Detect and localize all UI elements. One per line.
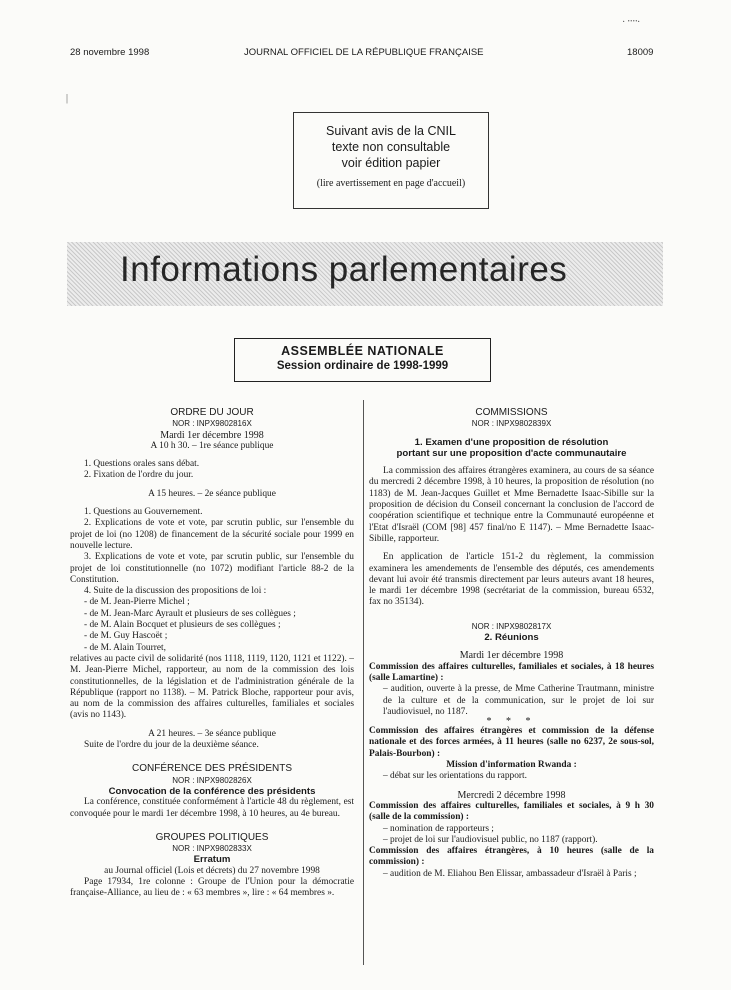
erratum-reference: au Journal officiel (Lois et décrets) du 27 novembre 1998 [104,865,320,876]
examen-title-line-1: 1. Examen d'une proposition de résolution [414,436,609,448]
scan-speck-icon: ·᠁· [622,17,641,28]
proposition-author: - de M. Alain Bocquet et plusieurs de ses collègues ; [84,620,281,631]
assemblee-box [234,338,491,382]
seance-2-time: A 15 heures. – 2e séance publique [148,488,276,499]
reunion-item: – nomination de rapporteurs ; [383,823,494,834]
pacs-relatives-text: relatives au pacte civil de solidarité (nos 1118, 1119, 1120, 1121 et 1122). – M. Jean-Pierre Michel, rapporteur, au nom de la commission des lois constitutionnelles, de la législation et de l'administration générale de la République (rapport no 1138). – M. Patrick Bloche, rapporteur pour avis, au nom de la commission des affaires culturelles, familiales et sociales (avis no 1143). [70,653,354,721]
proposition-author: - de M. Jean-Marc Ayrault et plusieurs de ses collègues ; [84,608,296,619]
ordre-nor: NOR : INPX9802816X [172,419,252,429]
separator-stars: * * * [486,716,537,728]
reunion-item: – projet de loi sur l'audiovisuel public, no 1187 (rapport). [383,834,598,845]
seance-2-item: 1. Questions au Gouvernement. [84,507,203,518]
erratum-text: Page 17934, 1re colonne : Groupe de l'Union pour la démocratie française-Alliance, au lieu de : « 63 membres », lire : « 64 membres ». [70,876,354,899]
mission-rwanda: Mission d'information Rwanda : [446,760,577,771]
groupes-nor: NOR : INPX9802833X [172,844,252,854]
reunion-item: – audition, ouverte à la presse, de Mme Catherine Trautmann, ministre de la culture et de la communication, sur le projet de loi sur l'audiovisuel, no 1187. [383,684,654,717]
header-date: 28 novembre 1998 [70,47,150,58]
proposition-author: - de M. Alain Tourret, [84,642,166,653]
conference-title: CONFÉRENCE DES PRÉSIDENTS [131,763,293,775]
cnil-line-2: texte non consultable [331,140,451,154]
header-page-number: 18009 [627,47,654,58]
seance-1-item: 1. Questions orales sans débat. [84,459,200,470]
reunions-title: 2. Réunions [484,632,539,644]
seance-1-time: A 10 h 30. – 1re séance publique [150,440,274,451]
reunion-date-1: Mardi 1er décembre 1998 [459,650,564,662]
reunion-commission-head: Commission des affaires culturelles, familiales et sociales, à 18 heures (salle Lamartine) : [369,661,654,683]
groupes-politiques-title: GROUPES POLITIQUES [155,831,269,843]
seance-3-text: Suite de l'ordre du jour de la deuxième séance. [84,740,259,751]
scan-mark-icon: | [66,93,69,104]
right-column [369,407,654,880]
commissions-nor: NOR : INPX9802839X [471,419,552,429]
proposition-author: - de M. Guy Hascoët ; [84,631,168,642]
erratum-title: Erratum [193,854,231,866]
banner-title: Informations parlementaires [120,250,568,289]
ordre-du-jour-title: ORDRE DU JOUR [170,407,254,418]
header-journal: JOURNAL OFFICIEL DE LA RÉPUBLIQUE FRANÇAISE [244,47,484,58]
reunion-commission-head: Commission des affaires culturelles, familiales et sociales, à 9 h 30 (salle de la commission) : [369,800,654,823]
seance-2-item: 2. Explications de vote et vote, par scrutin public, sur l'ensemble du projet de loi (no 1208) de financement de la sécurité sociale pour 1999 en nouvelle lecture. [70,518,354,551]
assemblee-session: Session ordinaire de 1998-1999 [276,360,449,372]
cnil-line-1: Suivant avis de la CNIL [326,124,456,138]
conference-subtitle: Convocation de la conférence des présidents [108,785,316,797]
proposition-author: - de M. Jean-Pierre Michel ; [84,597,190,608]
examen-paragraph-1: La commission des affaires étrangères examinera, au cours de sa séance du mercredi 2 décembre 1998, à 10 heures, la proposition de résolution (no 1183) de M. Jean-Jacques Guillet et Mme Bernadette Isaac-Sibille sur la proposition de décision du Conseil concernant la conclusion de l'accord de coopération scientifique et technique entre la Communauté européenne et l'Etat d'Israël (COM [98] 457 final/no E 1147). – Mme Bernadette Isaac-Sibille, rapporteur. [369,466,654,544]
reunions-nor: NOR : INPX9802817X [471,621,552,631]
assemblee-title: ASSEMBLÉE NATIONALE [281,344,444,358]
seance-2-item: 3. Explications de vote et vote, par scrutin public, sur l'ensemble du projet de loi constitutionnelle (no 1072) modifiant l'article 88-2 de la Constitution. [70,552,354,585]
reunion-date-2: Mercredi 2 décembre 1998 [457,789,566,801]
reunion-item: – audition de M. Eliahou Ben Elissar, ambassadeur d'Israël à Paris ; [383,868,637,879]
left-column [70,407,354,900]
cnil-note: (lire avertissement en page d'accueil) [316,178,466,189]
ordre-date: Mardi 1er décembre 1998 [160,429,264,441]
seance-2-item: 4. Suite de la discussion des propositions de loi : [84,586,267,597]
conference-nor: NOR : INPX9802826X [172,775,252,785]
seance-1-item: 2. Fixation de l'ordre du jour. [84,470,194,481]
examen-title-line-2: portant sur une proposition d'acte communautaire [396,447,627,459]
cnil-notice-box [293,112,489,209]
seance-3-time: A 21 heures. – 3e séance publique [148,728,276,739]
cnil-line-3: voir édition papier [341,156,441,170]
examen-paragraph-2: En application de l'article 151-2 du règlement, la commission examinera les amendements de l'ensemble des députés, ces amendements devant lui avoir été transmis directement par leurs auteurs avant 18 heures, le mardi 1er décembre 1998 (secrétariat de la commission, bureau 6532, fax no 35134). [369,552,654,608]
reunion-item: – débat sur les orientations du rapport. [383,771,527,782]
conference-text: La conférence, constituée conformément à l'article 48 du règlement, est convoquée pour le mardi 1er décembre 1998, à 10 heures, au 4e bureau. [70,797,354,819]
commissions-title: COMMISSIONS [475,407,548,418]
column-divider [363,400,364,965]
reunion-commission-head: Commission des affaires étrangères, à 10 heures (salle de la commission) : [369,846,654,868]
reunion-commission-head: Commission des affaires étrangères et commission de la défense nationale et des forces armées, à 11 heures (salle no 6237, 2e sous-sol, Palais-Bourbon) : [369,726,654,759]
